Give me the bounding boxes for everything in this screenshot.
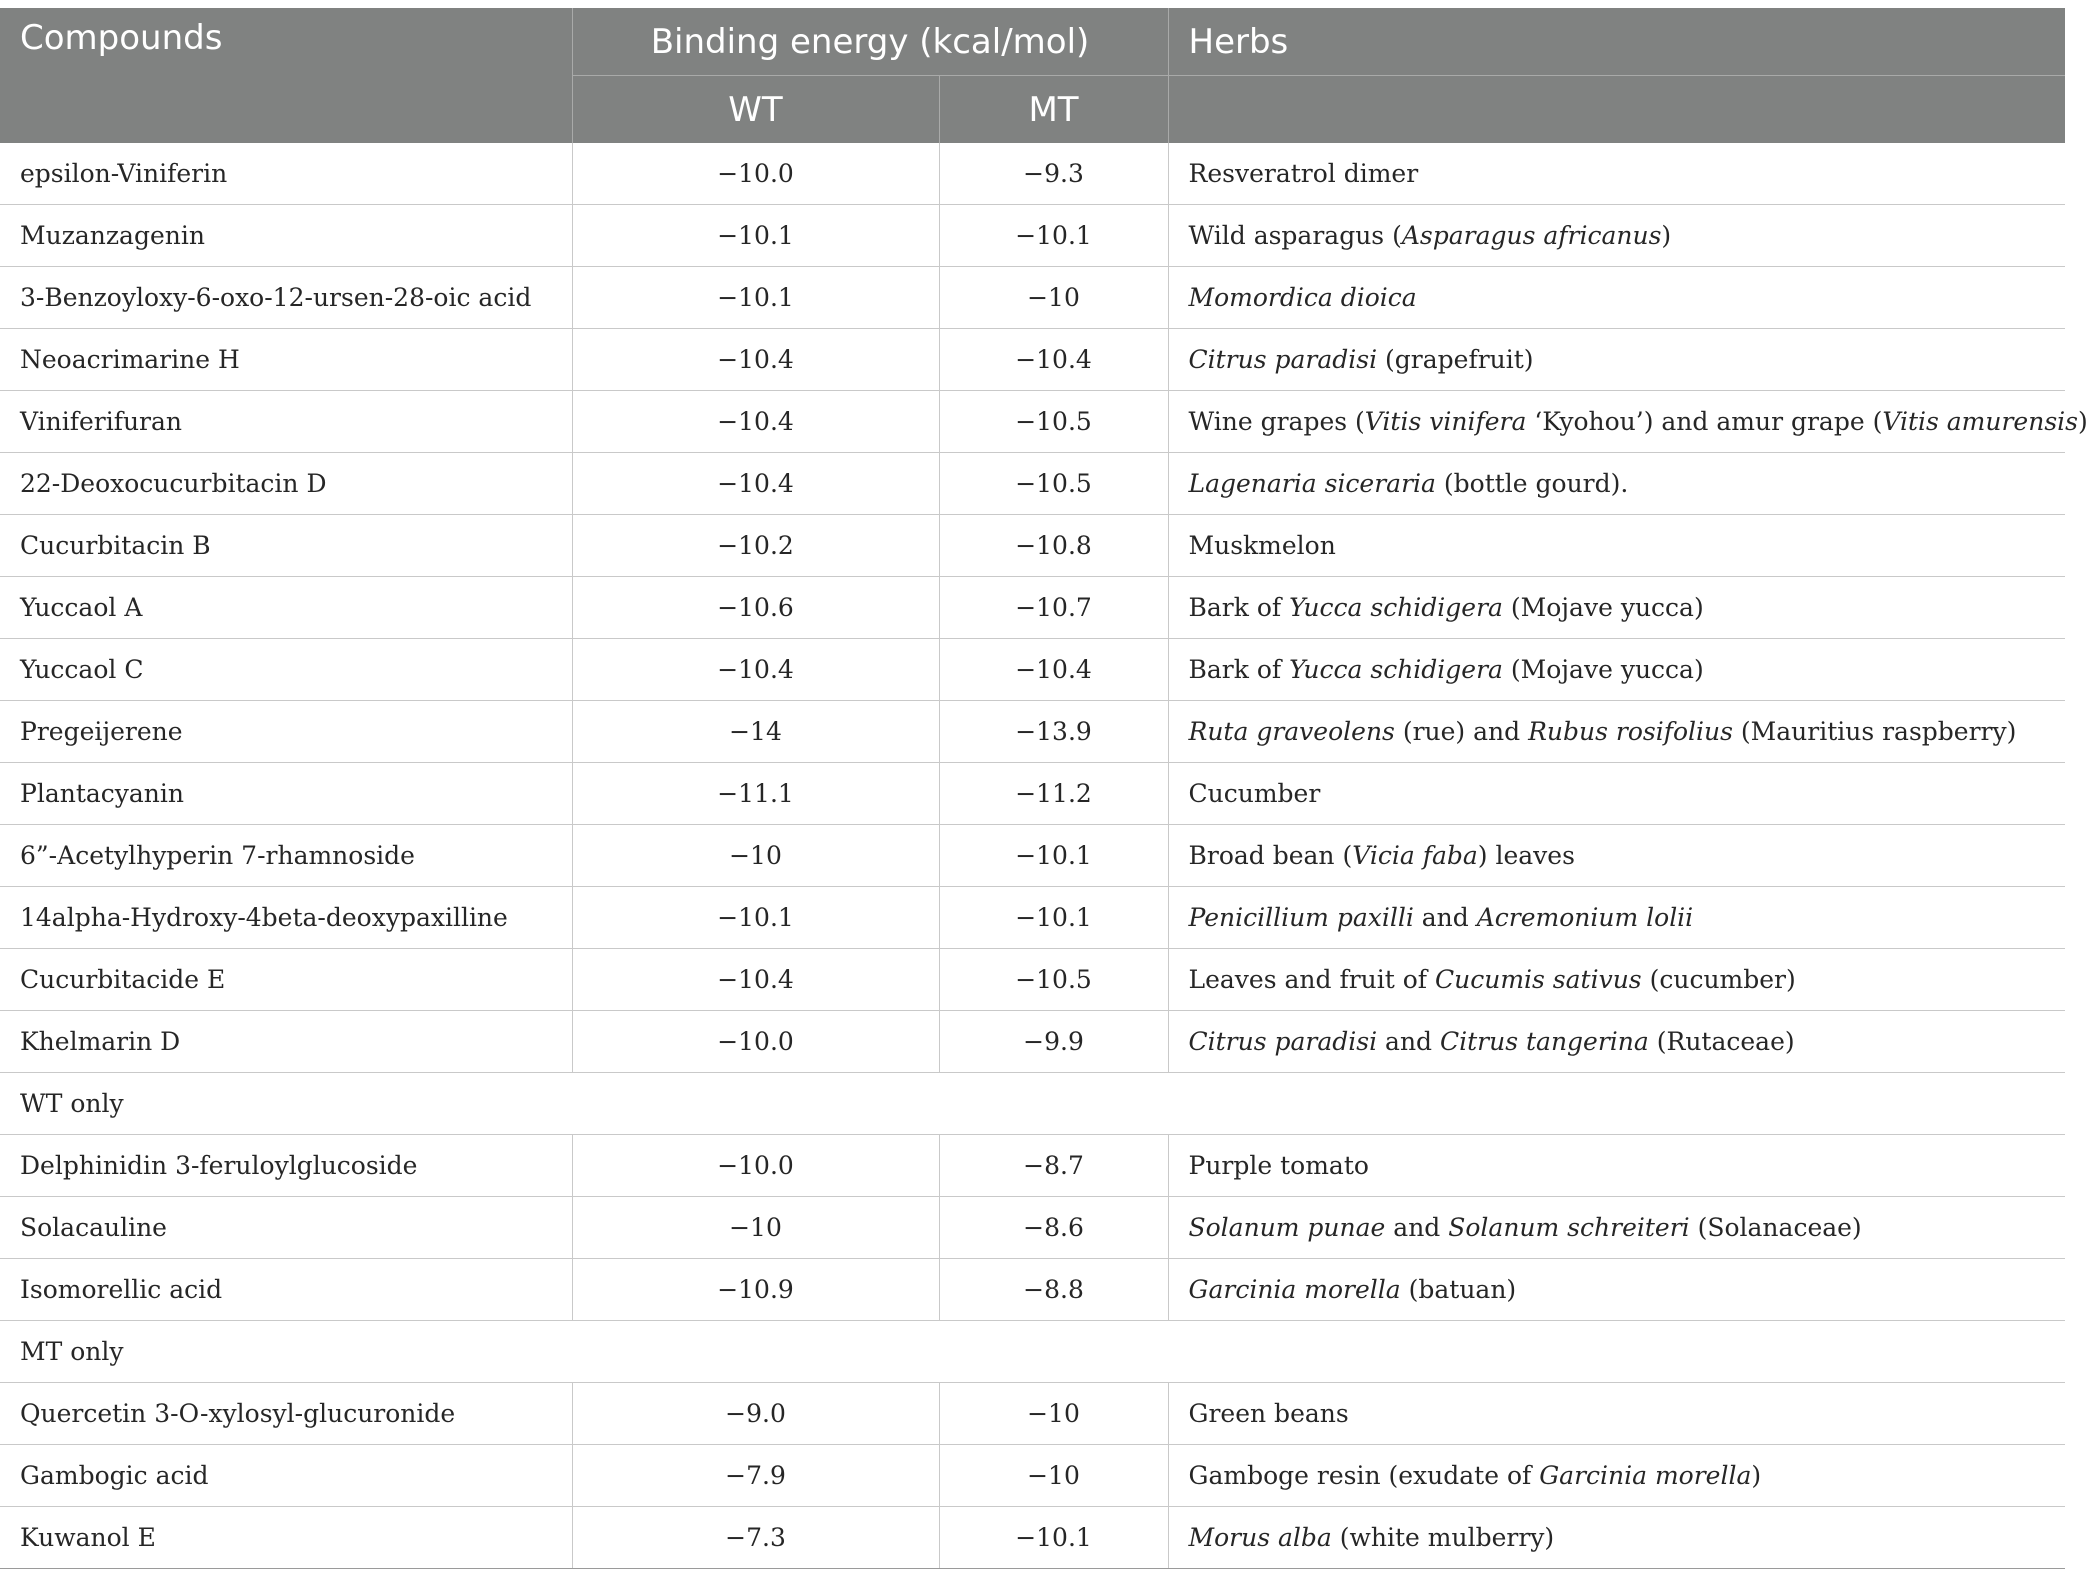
herbs-cell: [1168, 1259, 2065, 1321]
herbs-cell: [1168, 763, 2065, 825]
herbs-cell: [1168, 949, 2065, 1011]
herbs-cell: [1168, 1135, 2065, 1197]
mt-value-cell: −10.4: [939, 329, 1168, 391]
table-row: [0, 1135, 2065, 1197]
herb-species-name: Yucca schidigera: [1289, 655, 1503, 684]
herb-text: Resveratrol dimer: [1188, 159, 1419, 188]
compound-cell: 3-Benzoyloxy-6-oxo-12-ursen-28-oic acid: [0, 267, 572, 329]
table-row: [0, 887, 2065, 949]
herbs-cell: [1168, 887, 2065, 949]
table-header: [0, 8, 2065, 143]
herb-species-name: Yucca schidigera: [1289, 593, 1503, 622]
herb-species-name: Solanum punae: [1188, 1213, 1386, 1242]
herb-text: ): [2078, 407, 2088, 436]
herbs-cell: [1168, 453, 2065, 515]
herb-species-name: Citrus tangerina: [1440, 1027, 1649, 1056]
herb-text: (Mauritius raspberry): [1732, 717, 2017, 746]
table-row: [0, 577, 2065, 639]
herb-text: (Solanaceae): [1689, 1213, 1862, 1242]
herb-text: ) leaves: [1477, 841, 1575, 870]
herb-text: Leaves and fruit of: [1188, 965, 1435, 994]
table-row: [0, 1383, 2065, 1445]
compound-cell: Viniferifuran: [0, 391, 572, 453]
herb-species-name: Vicia faba: [1352, 841, 1478, 870]
herb-text: (white mulberry): [1331, 1523, 1555, 1552]
compound-cell: Isomorellic acid: [0, 1259, 572, 1321]
herb-species-name: Morus alba: [1188, 1523, 1332, 1552]
wt-value-cell: −10: [572, 1197, 939, 1259]
herb-text: Muskmelon: [1188, 531, 1336, 560]
wt-value-cell: −10.2: [572, 515, 939, 577]
mt-value-cell: −10.5: [939, 453, 1168, 515]
table-row: [0, 391, 2065, 453]
herb-species-name: Solanum schreiteri: [1448, 1213, 1690, 1242]
mt-value-cell: −13.9: [939, 701, 1168, 763]
table-row: [0, 1197, 2065, 1259]
wt-value-cell: −10.4: [572, 391, 939, 453]
wt-value-cell: −10.0: [572, 1011, 939, 1073]
compound-cell: 6”-Acetylhyperin 7-rhamnoside: [0, 825, 572, 887]
table-row: [0, 639, 2065, 701]
section-label: MT only: [0, 1321, 2065, 1383]
table-row: [0, 1259, 2065, 1321]
herb-species-name: Garcinia morella: [1188, 1275, 1401, 1304]
herb-text: (Mojave yucca): [1502, 593, 1704, 622]
compound-cell: 14alpha-Hydroxy-4beta-deoxypaxilline: [0, 887, 572, 949]
herb-text: Wild asparagus (: [1188, 221, 1402, 250]
mt-value-cell: −10: [939, 1445, 1168, 1507]
compound-cell: Quercetin 3-O-xylosyl-glucuronide: [0, 1383, 572, 1445]
herb-text: and: [1385, 1213, 1449, 1242]
wt-value-cell: −9.0: [572, 1383, 939, 1445]
header-compounds: Compounds: [0, 8, 572, 143]
herbs-cell: [1168, 577, 2065, 639]
herbs-cell: [1168, 1011, 2065, 1073]
table-row: [0, 453, 2065, 515]
compound-cell: Pregeijerene: [0, 701, 572, 763]
table-body: [0, 143, 2088, 1569]
compound-cell: Neoacrimarine H: [0, 329, 572, 391]
herb-text: Broad bean (: [1188, 841, 1353, 870]
compound-cell: Solacauline: [0, 1197, 572, 1259]
table-row: [0, 1507, 2065, 1569]
herb-text: (cucumber): [1641, 965, 1796, 994]
wt-value-cell: −10.6: [572, 577, 939, 639]
compound-cell: Plantacyanin: [0, 763, 572, 825]
herb-text: (batuan): [1400, 1275, 1517, 1304]
table-row: [0, 1445, 2065, 1507]
section-label: WT only: [0, 1073, 2065, 1135]
herb-species-name: Momordica dioica: [1188, 283, 1417, 312]
herbs-cell: [1168, 1507, 2065, 1569]
compound-cell: Cucurbitacin B: [0, 515, 572, 577]
wt-value-cell: −10.4: [572, 453, 939, 515]
herbs-cell: [1168, 639, 2065, 701]
mt-value-cell: −10.4: [939, 639, 1168, 701]
wt-value-cell: −10.4: [572, 639, 939, 701]
herbs-cell: [1168, 391, 2088, 453]
compound-cell: epsilon-Viniferin: [0, 143, 572, 205]
section-row: [0, 1073, 2065, 1135]
herb-text: Gamboge resin (exudate of: [1188, 1461, 1540, 1490]
herbs-cell: [1168, 515, 2065, 577]
table-row: [0, 329, 2065, 391]
compound-cell: Khelmarin D: [0, 1011, 572, 1073]
wt-value-cell: −10.1: [572, 267, 939, 329]
table-row: [0, 701, 2065, 763]
mt-value-cell: −9.9: [939, 1011, 1168, 1073]
table-row: [0, 1011, 2065, 1073]
binding-energy-table: [0, 8, 2088, 1569]
compound-cell: 22-Deoxocucurbitacin D: [0, 453, 572, 515]
header-wt: WT: [572, 76, 939, 144]
mt-value-cell: −10.5: [939, 391, 1168, 453]
mt-value-cell: −10.5: [939, 949, 1168, 1011]
compound-cell: Yuccaol C: [0, 639, 572, 701]
header-herbs: Herbs: [1168, 8, 2065, 76]
herb-species-name: Vitis vinifera: [1364, 407, 1527, 436]
table-row: [0, 205, 2065, 267]
compound-cell: Delphinidin 3-feruloylglucoside: [0, 1135, 572, 1197]
wt-value-cell: −10.4: [572, 949, 939, 1011]
herbs-cell: [1168, 329, 2065, 391]
mt-value-cell: −10.7: [939, 577, 1168, 639]
wt-value-cell: −10.0: [572, 1135, 939, 1197]
herbs-cell: [1168, 701, 2065, 763]
section-row: [0, 1321, 2065, 1383]
herb-species-name: Rubus rosifolius: [1528, 717, 1733, 746]
herb-text: Green beans: [1188, 1399, 1349, 1428]
herb-species-name: Ruta graveolens: [1188, 717, 1395, 746]
herb-species-name: Citrus paradisi: [1188, 1027, 1378, 1056]
herb-species-name: Vitis amurensis: [1882, 407, 2078, 436]
herb-species-name: Penicillium paxilli: [1188, 903, 1414, 932]
herbs-cell: [1168, 1197, 2065, 1259]
wt-value-cell: −10.1: [572, 205, 939, 267]
compound-cell: Gambogic acid: [0, 1445, 572, 1507]
herb-species-name: Acremonium lolii: [1476, 903, 1694, 932]
herb-text: (grapefruit): [1377, 345, 1534, 374]
mt-value-cell: −10.1: [939, 887, 1168, 949]
wt-value-cell: −7.3: [572, 1507, 939, 1569]
header-herbs-blank: [1168, 76, 2065, 144]
compound-cell: Kuwanol E: [0, 1507, 572, 1569]
herb-text: (Mojave yucca): [1502, 655, 1704, 684]
mt-value-cell: −10.8: [939, 515, 1168, 577]
mt-value-cell: −10.1: [939, 1507, 1168, 1569]
table-row: [0, 949, 2065, 1011]
mt-value-cell: −10.1: [939, 825, 1168, 887]
compound-cell: Muzanzagenin: [0, 205, 572, 267]
herbs-cell: [1168, 143, 2065, 205]
wt-value-cell: −14: [572, 701, 939, 763]
herb-text: (bottle gourd).: [1435, 469, 1629, 498]
herbs-cell: [1168, 825, 2065, 887]
mt-value-cell: −11.2: [939, 763, 1168, 825]
herb-text: ): [1751, 1461, 1762, 1490]
herb-species-name: Citrus paradisi: [1188, 345, 1378, 374]
table-row: [0, 825, 2065, 887]
herbs-cell: [1168, 205, 2065, 267]
wt-value-cell: −7.9: [572, 1445, 939, 1507]
mt-value-cell: −8.6: [939, 1197, 1168, 1259]
mt-value-cell: −10: [939, 1383, 1168, 1445]
herbs-cell: [1168, 1445, 2065, 1507]
mt-value-cell: −8.8: [939, 1259, 1168, 1321]
herb-species-name: Asparagus africanus: [1401, 221, 1662, 250]
mt-value-cell: −9.3: [939, 143, 1168, 205]
herb-text: Bark of: [1188, 593, 1290, 622]
table-row: [0, 763, 2065, 825]
wt-value-cell: −11.1: [572, 763, 939, 825]
herb-text: (Rutaceae): [1648, 1027, 1795, 1056]
herb-species-name: Lagenaria siceraria: [1188, 469, 1436, 498]
herb-text: Wine grapes (: [1188, 407, 1365, 436]
header-mt: MT: [939, 76, 1168, 144]
herb-text: ): [1661, 221, 1672, 250]
table-row: [0, 515, 2065, 577]
mt-value-cell: −10: [939, 267, 1168, 329]
compound-cell: Cucurbitacide E: [0, 949, 572, 1011]
herbs-cell: [1168, 1383, 2065, 1445]
table-row: [0, 143, 2065, 205]
wt-value-cell: −10.4: [572, 329, 939, 391]
herb-text: (rue) and: [1394, 717, 1529, 746]
herbs-cell: [1168, 267, 2065, 329]
herb-text: and: [1377, 1027, 1440, 1056]
table-row: [0, 267, 2065, 329]
herb-text: Purple tomato: [1188, 1151, 1369, 1180]
herb-text: ‘Kyohou’) and amur grape (: [1526, 407, 1883, 436]
herb-species-name: Garcinia morella: [1539, 1461, 1752, 1490]
header-binding-energy: Binding energy (kcal/mol): [572, 8, 1168, 76]
mt-value-cell: −8.7: [939, 1135, 1168, 1197]
herb-species-name: Cucumis sativus: [1435, 965, 1642, 994]
herb-text: Cucumber: [1188, 779, 1321, 808]
wt-value-cell: −10: [572, 825, 939, 887]
herb-text: and: [1413, 903, 1477, 932]
mt-value-cell: −10.1: [939, 205, 1168, 267]
herb-text: Bark of: [1188, 655, 1290, 684]
compound-cell: Yuccaol A: [0, 577, 572, 639]
wt-value-cell: −10.0: [572, 143, 939, 205]
wt-value-cell: −10.1: [572, 887, 939, 949]
wt-value-cell: −10.9: [572, 1259, 939, 1321]
